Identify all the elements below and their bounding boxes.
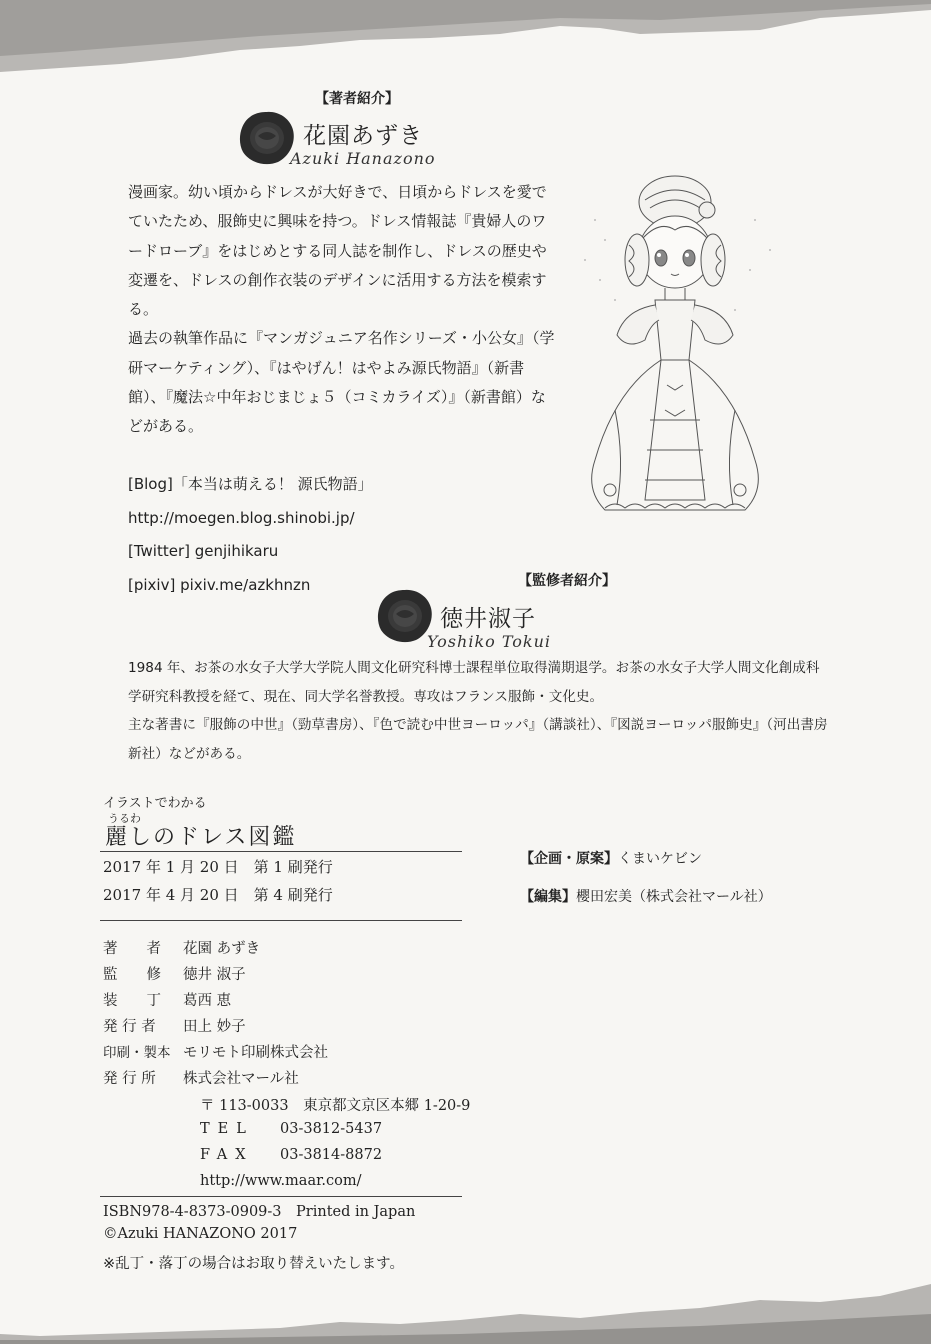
- staff-row: [103, 989, 231, 1010]
- torn-paper-bottom: [0, 1274, 931, 1344]
- tel-number: 03-3812-5437: [280, 1121, 383, 1137]
- postal-address: 〒 113-0033 東京都文京区本郷 1-20-9: [200, 1098, 471, 1114]
- supervisor-name-en: Yoshiko Tokui: [427, 632, 552, 651]
- blog-url[interactable]: http://moegen.blog.shinobi.jp/: [128, 508, 355, 527]
- staff-value: 花園 あずき: [183, 941, 261, 957]
- staff-role: 監 修: [103, 967, 161, 983]
- torn-paper-top: [0, 0, 931, 80]
- divider: [100, 851, 462, 852]
- credit-label: 【編集】: [520, 889, 576, 905]
- staff-value: 株式会社マール社: [183, 1071, 299, 1087]
- staff-value: 葛西 恵: [183, 993, 232, 1009]
- supervisor-heading: 【監修者紹介】: [518, 573, 616, 589]
- author-name-en: Azuki Hanazono: [290, 149, 436, 168]
- publisher-url[interactable]: http://www.maar.com/: [200, 1173, 362, 1189]
- staff-role: 著 者: [103, 941, 161, 957]
- pixiv-link[interactable]: [pixiv] pixiv.me/azkhnzn: [128, 575, 311, 594]
- author-bio-paragraph: 過去の執筆作品に『マンガジュニア名作シリーズ・小公女』（学研マーケティング）、『はやげん！はやよみ源氏物語』（新書館）、『魔法☆中年おじまじょ５（コミカライズ）』（新書館）などがある。: [128, 329, 555, 436]
- author-name-jp: 花園あずき: [303, 123, 423, 149]
- staff-row: [103, 1015, 246, 1036]
- staff-value: 田上 妙子: [183, 1019, 246, 1035]
- fax-label: FAX: [200, 1147, 254, 1163]
- staff-role: 装 丁: [103, 993, 161, 1009]
- staff-row: [103, 1067, 299, 1088]
- tel-line: [200, 1121, 382, 1137]
- replacement-note: ※乱丁・落丁の場合はお取り替えいたします。: [103, 1256, 404, 1272]
- staff-row: [103, 963, 246, 984]
- credit-editing: [520, 886, 772, 906]
- author-heading: 【著者紹介】: [315, 91, 399, 107]
- staff-row: [103, 1041, 328, 1062]
- staff-row: [103, 937, 260, 958]
- fax-line: [200, 1147, 382, 1163]
- credit-planning: [520, 848, 702, 868]
- author-bio: [128, 178, 560, 442]
- credit-label: 【企画・原案】: [520, 851, 618, 867]
- supervisor-bio-paragraph: 主な著書に『服飾の中世』（勁草書房）、『色で読む中世ヨーロッパ』（講談社）、『図説ヨーロッパ服飾史』（河出書房新社）などがある。: [128, 717, 828, 762]
- divider: [100, 920, 462, 921]
- fax-number: 03-3814-8872: [280, 1147, 383, 1163]
- blog-link[interactable]: [Blog]「本当は萌える！ 源氏物語」: [128, 475, 373, 493]
- staff-value: 徳井 淑子: [183, 967, 246, 983]
- title-ruby: うるわ: [108, 812, 141, 825]
- dress-girl-illustration: [555, 160, 795, 530]
- staff-role: 発 行 者: [103, 1019, 156, 1035]
- book-subtitle: イラストでわかる: [103, 796, 207, 811]
- tel-label: TEL: [200, 1121, 254, 1137]
- wax-seal-icon: [376, 588, 434, 644]
- credit-value: くまいケビン: [618, 851, 702, 867]
- book-title: 麗しのドレス図鑑: [105, 825, 297, 850]
- divider: [100, 1196, 462, 1197]
- staff-role: 発 行 所: [103, 1071, 156, 1087]
- supervisor-bio-paragraph: 1984 年、お茶の水女子大学大学院人間文化研究科博士課程単位取得満期退学。お茶の水女子大学人間文化創成科学研究科教授を経て、現在、同大学名誉教授。専攻はフランス服飾・文化史。: [128, 660, 820, 705]
- print-date-1: 2017 年 1 月 20 日 第 1 刷発行: [103, 858, 333, 876]
- staff-value: モリモト印刷株式会社: [183, 1045, 328, 1061]
- author-bio-paragraph: 漫画家。幼い頃からドレスが大好きで、日頃からドレスを愛でていたため、服飾史に興味を持つ。ドレス情報誌『貴婦人のワードローブ』をはじめとする同人誌を制作し、ドレスの歴史や変遷を、ドレスの創作衣装のデザインに活用する方法を模索する。: [128, 183, 547, 319]
- supervisor-bio: [128, 654, 828, 768]
- twitter-link[interactable]: [Twitter] genjihikaru: [128, 542, 279, 560]
- wax-seal-icon: [238, 110, 296, 166]
- supervisor-name-jp: 徳井淑子: [440, 606, 536, 632]
- author-links: [128, 468, 373, 602]
- print-date-2: 2017 年 4 月 20 日 第 4 刷発行: [103, 886, 333, 904]
- copyright: ©Azuki HANAZONO 2017: [103, 1226, 298, 1242]
- credit-value: 櫻田宏美（株式会社マール社）: [576, 889, 772, 905]
- isbn: ISBN978-4-8373-0909-3 Printed in Japan: [103, 1204, 416, 1220]
- staff-role: 印刷・製本: [103, 1045, 171, 1061]
